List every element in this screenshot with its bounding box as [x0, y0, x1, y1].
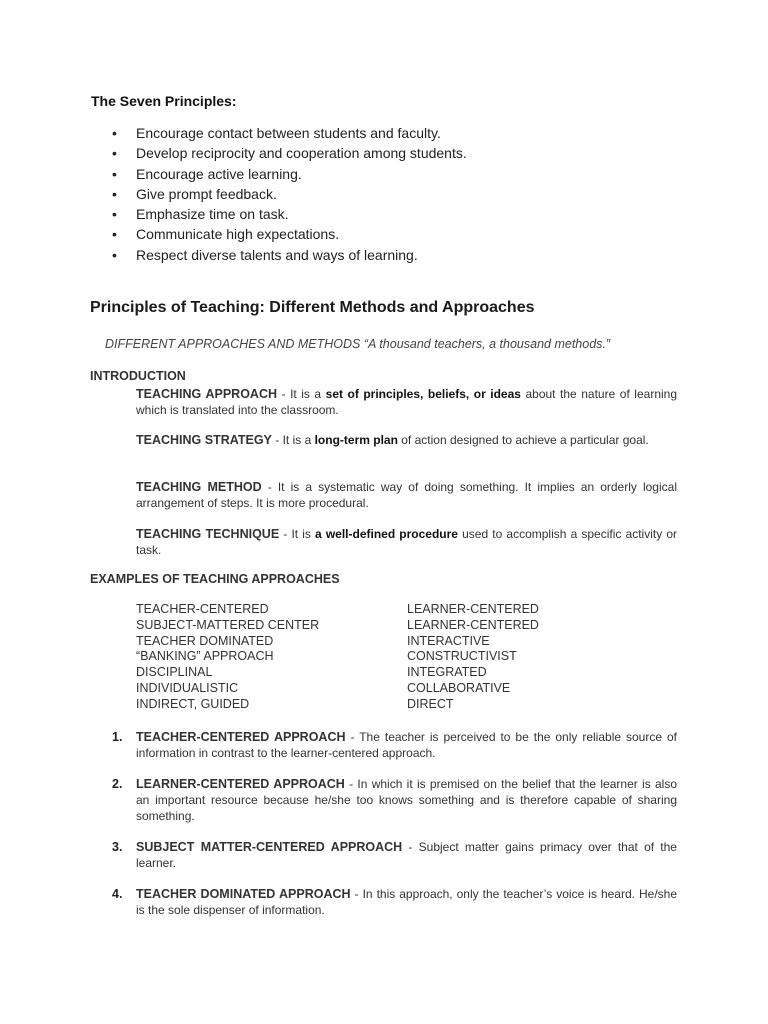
bullet-icon: •: [112, 246, 117, 263]
numbered-item: [108, 839, 677, 871]
item-number: 1.: [112, 730, 123, 744]
definition-teaching-technique: TEACHING TECHNIQUE - It is a well-defined procedure used to accomplish a specific activity or task.: [136, 527, 677, 557]
definition-term: TEACHING TECHNIQUE: [136, 527, 280, 541]
numbered-item: [108, 729, 677, 761]
table-row: [136, 649, 677, 665]
approach-left: SUBJECT-MATTERED CENTER: [136, 617, 320, 632]
principles-subtitle: DIFFERENT APPROACHES AND METHODS “A thousand teachers, a thousand methods.”: [105, 337, 611, 351]
item-number: 2.: [112, 777, 123, 791]
definition-teaching-approach: TEACHING APPROACH - It is a set of principles, beliefs, or ideas about the nature of learning which is translated into the classroom.: [136, 387, 678, 417]
item-body: LEARNER-CENTERED APPROACH - In which it is premised on the belief that the learner is also an important resource because he/she too knows something and is therefore capable of sharing something.: [136, 777, 677, 823]
seven-principles-heading: The Seven Principles:: [91, 93, 237, 109]
table-row: [136, 697, 677, 713]
bullet-icon: •: [112, 226, 117, 243]
approach-right: INTERACTIVE: [407, 633, 490, 648]
item-term: LEARNER-CENTERED APPROACH: [136, 777, 345, 791]
numbered-item: [108, 886, 677, 918]
list-item-text: Develop reciprocity and cooperation among students.: [136, 145, 467, 162]
table-row: [136, 602, 677, 618]
definition-term: TEACHING APPROACH: [136, 387, 278, 401]
numbered-approaches-list: [108, 729, 677, 918]
approach-left: “BANKING” APPROACH: [136, 649, 274, 664]
list-item-text: Give prompt feedback.: [136, 185, 277, 202]
introduction-heading: INTRODUCTION: [90, 369, 186, 383]
approach-right: INTEGRATED: [407, 665, 487, 680]
approach-right: COLLABORATIVE: [407, 680, 511, 695]
list-item-text: Emphasize time on task.: [136, 206, 289, 223]
bullet-icon: •: [112, 145, 117, 162]
definition-emphasis: long-term plan: [314, 433, 398, 447]
item-term: TEACHER DOMINATED APPROACH: [136, 887, 351, 901]
principles-teaching-heading: Principles of Teaching: Different Methods and Approaches: [90, 299, 535, 316]
bullet-icon: •: [112, 125, 117, 141]
definition-emphasis: set of principles, beliefs, or ideas: [325, 387, 521, 401]
approach-left: TEACHER DOMINATED: [136, 633, 274, 648]
list-item-text: Encourage contact between students and faculty.: [136, 125, 441, 141]
list-item-text: Encourage active learning.: [136, 165, 302, 182]
item-term: SUBJECT MATTER-CENTERED APPROACH: [136, 840, 403, 854]
approach-left: INDIVIDUALISTIC: [136, 680, 239, 695]
list-item-text: Respect diverse talents and ways of learning.: [136, 246, 418, 263]
approach-left: INDIRECT, GUIDED: [136, 696, 250, 711]
definition-emphasis: a well-defined procedure: [315, 527, 458, 541]
approach-right: LEARNER-CENTERED: [407, 602, 539, 616]
examples-heading: EXAMPLES OF TEACHING APPROACHES: [90, 572, 340, 586]
item-body: TEACHER DOMINATED APPROACH - In this approach, only the teacher’s voice is heard. He/she is the sole dispenser of information.: [136, 887, 678, 917]
approach-right: DIRECT: [407, 696, 454, 711]
definition-teaching-strategy: TEACHING STRATEGY - It is a long-term plan of action designed to achieve a particular goal.: [136, 433, 649, 447]
approach-left: TEACHER-CENTERED: [136, 602, 269, 616]
bullet-icon: •: [112, 185, 117, 202]
item-body: TEACHER-CENTERED APPROACH - The teacher is perceived to be the only reliable source of information in contrast to the learner-centered approach.: [136, 730, 677, 760]
item-number: 3.: [112, 840, 123, 854]
item-number: 4.: [112, 887, 123, 901]
definition-term: TEACHING METHOD: [136, 480, 262, 494]
bullet-icon: •: [112, 165, 117, 182]
list-item-text: Communicate high expectations.: [136, 226, 340, 243]
bullet-icon: •: [112, 206, 117, 223]
item-body: SUBJECT MATTER-CENTERED APPROACH - Subject matter gains primacy over that of the learner.: [136, 840, 677, 870]
table-row: [136, 634, 677, 650]
table-row: [136, 681, 677, 697]
table-row: [136, 618, 677, 634]
approach-right: LEARNER-CENTERED: [407, 617, 539, 632]
approaches-table: [136, 602, 677, 713]
approach-right: CONSTRUCTIVIST: [407, 649, 517, 664]
numbered-item: [108, 776, 677, 824]
approach-left: DISCIPLINAL: [136, 665, 213, 680]
item-term: TEACHER-CENTERED APPROACH: [136, 730, 346, 744]
definition-term: TEACHING STRATEGY: [136, 433, 272, 447]
table-row: [136, 665, 677, 681]
definition-teaching-method: TEACHING METHOD - It is a systematic way of doing something. It implies an orderly logical arrangement of steps. It is more procedural.: [136, 480, 677, 510]
